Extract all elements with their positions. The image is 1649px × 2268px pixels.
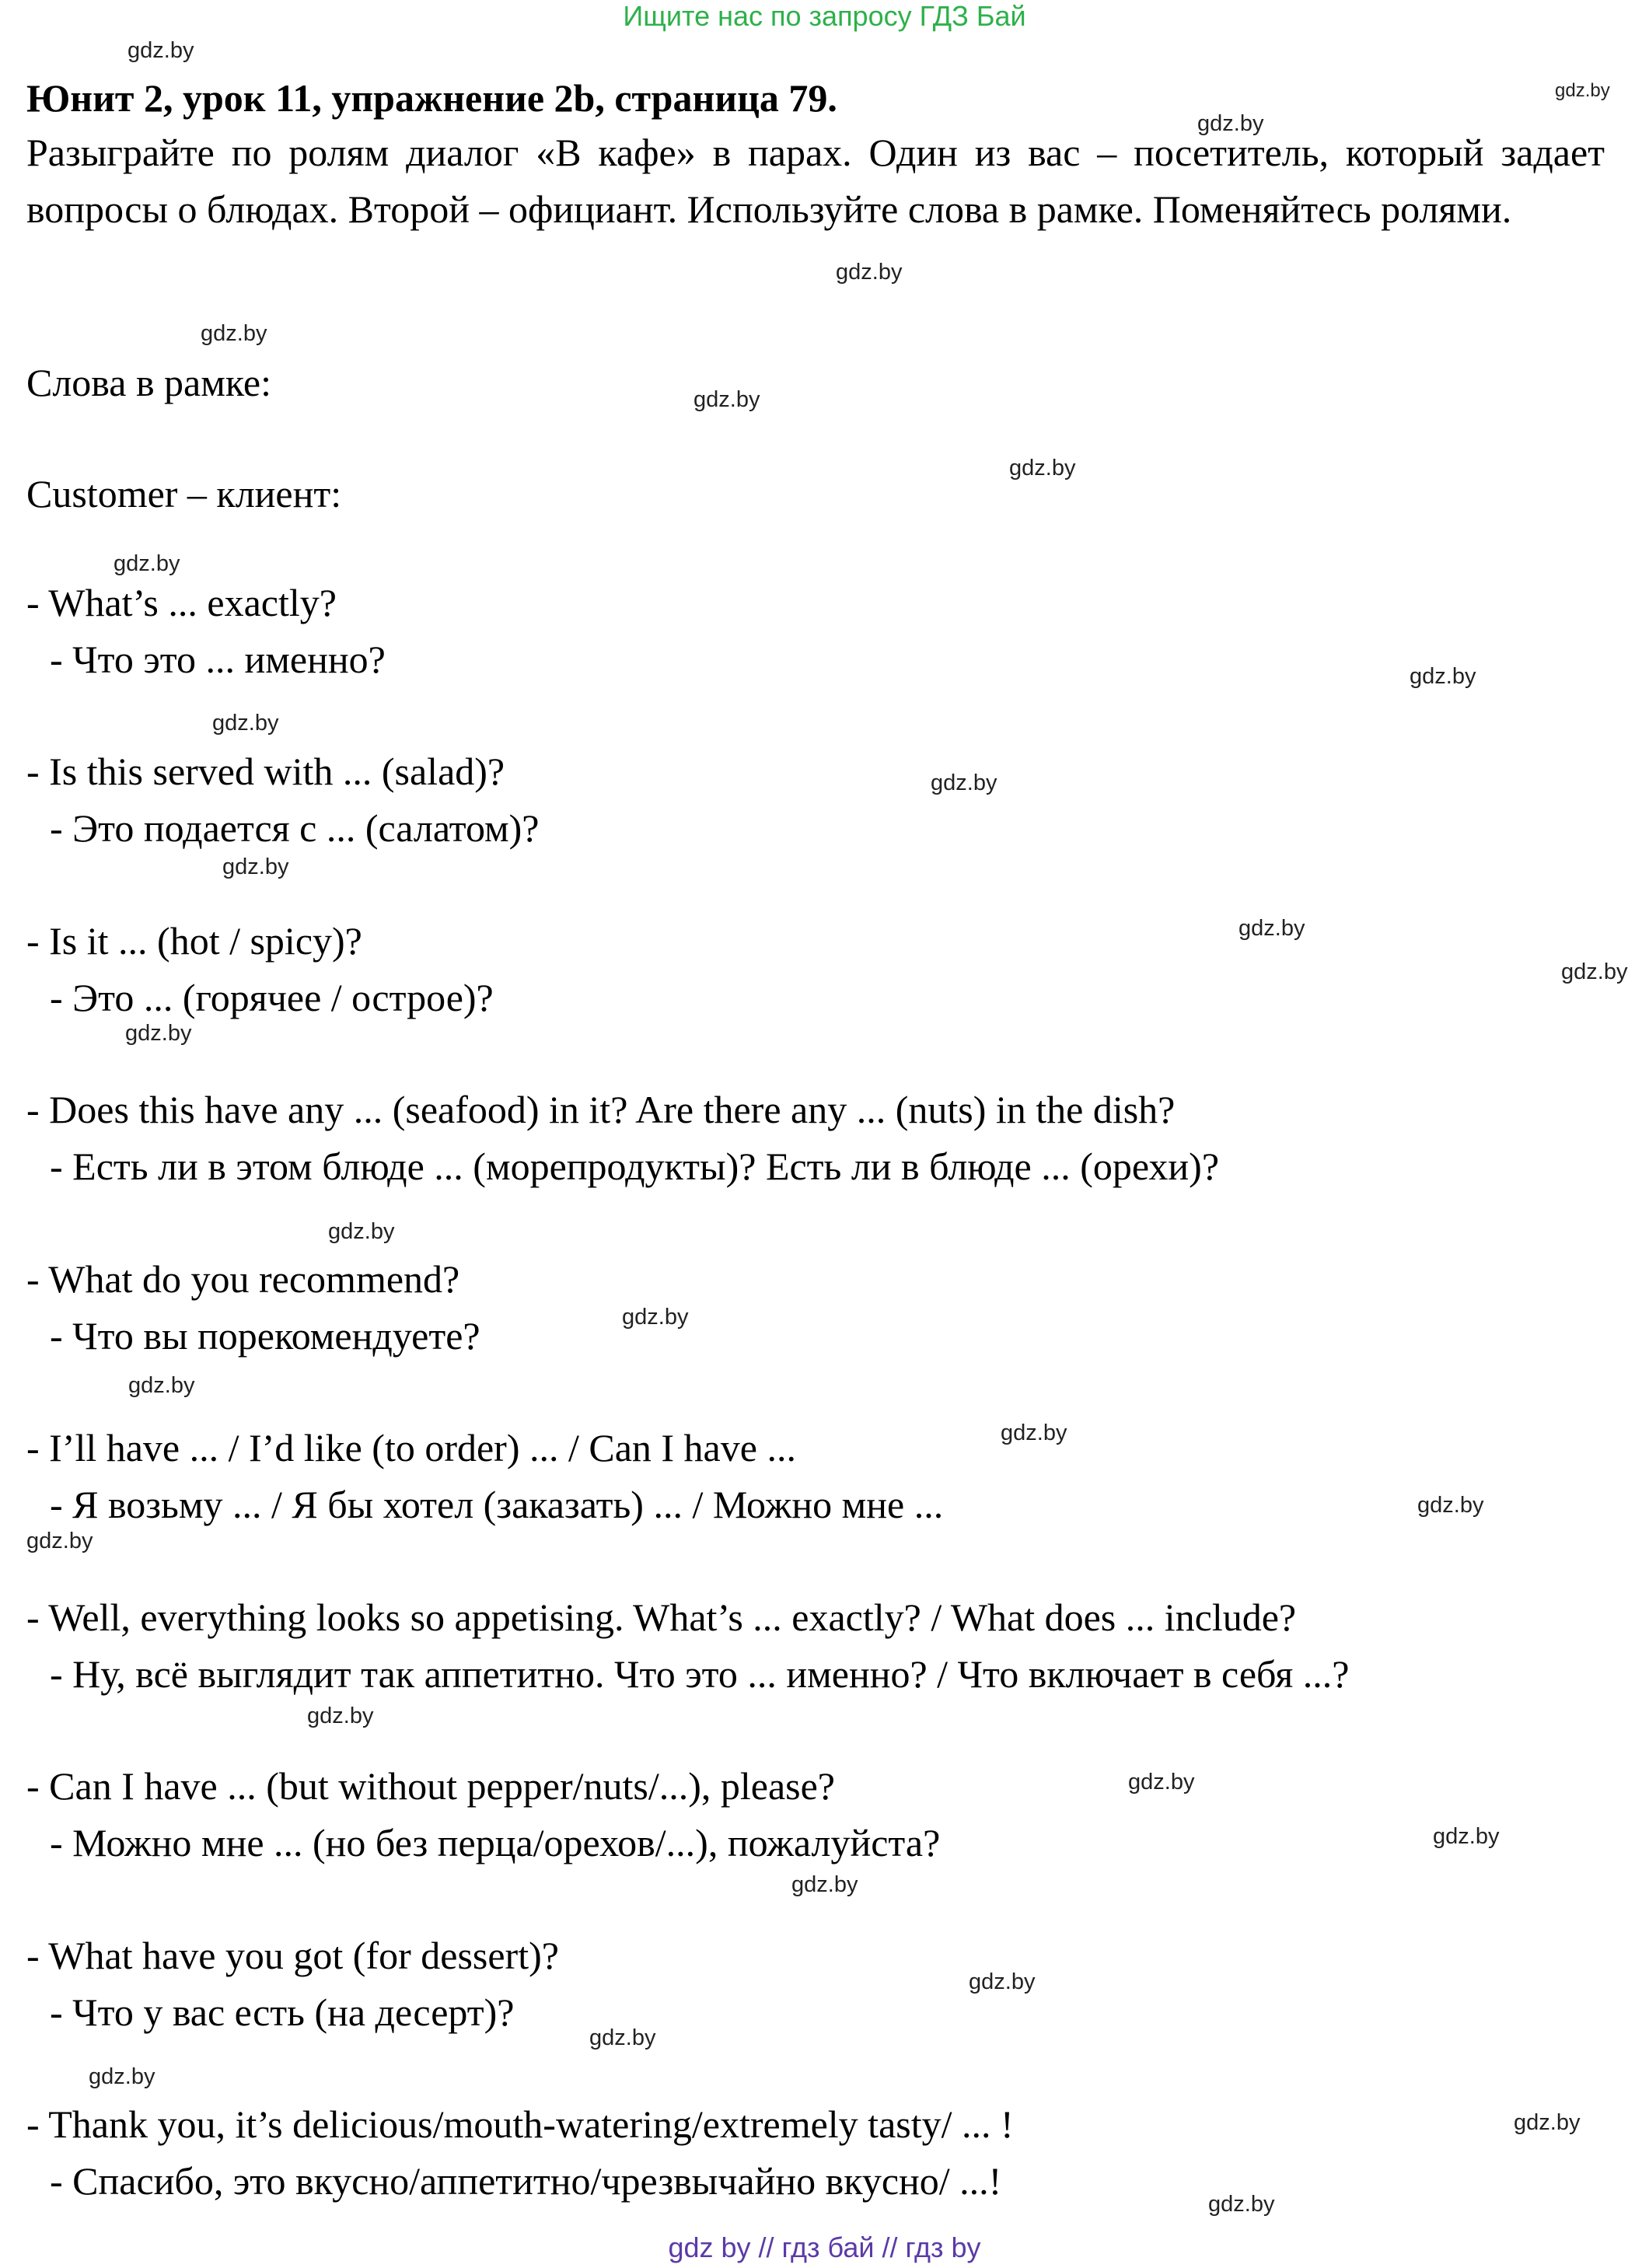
box-label: Слова в рамке:	[26, 361, 272, 404]
watermark: gdz.by	[328, 1219, 395, 1244]
phrase-6-ru: - Я возьму ... / Я бы хотел (заказать) ... / Можно мне ...	[50, 1483, 944, 1526]
exercise-title: Юнит 2, урок 11, упражнение 2b, страница 79.	[26, 76, 837, 120]
watermark: gdz.by	[307, 1704, 374, 1728]
watermark: gdz.by	[969, 1969, 1036, 1994]
watermark: gdz.by	[1128, 1770, 1195, 1794]
phrase-2-en: - Is this served with ... (salad)?	[26, 750, 505, 793]
phrase-8-ru: - Можно мне ... (но без перца/орехов/...), пожалуйста?	[50, 1821, 941, 1864]
phrase-8-en: - Can I have ... (but without pepper/nuts/...), please?	[26, 1764, 835, 1808]
watermark: gdz.by	[128, 38, 194, 63]
watermark: gdz.by	[1197, 111, 1264, 136]
watermark: gdz.by	[1238, 916, 1305, 941]
watermark: gdz.by	[1561, 959, 1628, 984]
phrase-5-ru: - Что вы порекомендуете?	[50, 1314, 480, 1358]
watermark: gdz.by	[1410, 664, 1476, 689]
watermark: gdz.by	[1009, 456, 1076, 481]
phrase-1-ru: - Что это ... именно?	[50, 638, 386, 681]
watermark: gdz.by	[836, 260, 903, 285]
phrase-9-ru: - Что у вас есть (на десерт)?	[50, 1990, 515, 2034]
top-banner-link[interactable]: Ищите нас по запросу ГДЗ Бай	[623, 0, 1026, 32]
watermark: gdz.by	[201, 321, 267, 346]
phrase-7-en: - Well, everything looks so appetising. What’s ... exactly? / What does ... include?	[26, 1595, 1297, 1639]
watermark: gdz.by	[931, 771, 997, 795]
watermark: gdz.by	[128, 1373, 195, 1398]
watermark: gdz.by	[589, 2025, 656, 2050]
watermark: gdz.by	[114, 551, 180, 576]
watermark: gdz.by	[791, 1872, 858, 1897]
phrase-3-en: - Is it ... (hot / spicy)?	[26, 919, 362, 963]
phrase-2-ru: - Это подается с ... (салатом)?	[50, 806, 540, 850]
watermark: gdz.by	[1555, 80, 1610, 101]
phrase-4-en: - Does this have any ... (seafood) in it? Are there any ... (nuts) in the dish?	[26, 1088, 1176, 1131]
exercise-instruction: Разыграйте по ролям диалог «В кафе» в парах. Один из вас – посетитель, который задает вопросы о блюдах. Второй – официант. Используйте слова в рамке. Поменяйтесь ролями.	[26, 131, 1605, 231]
watermark: gdz.by	[622, 1305, 689, 1330]
phrase-3-ru: - Это ... (горячее / острое)?	[50, 976, 494, 1019]
watermark: gdz.by	[1514, 2110, 1581, 2135]
watermark: gdz.by	[1417, 1493, 1484, 1518]
watermark: gdz.by	[1208, 2192, 1275, 2217]
watermark: gdz.by	[125, 1021, 192, 1046]
bottom-banner-link[interactable]: gdz by // гдз бай // гдз by	[668, 2231, 981, 2263]
phrase-7-ru: - Ну, всё выглядит так аппетитно. Что это ... именно? / Что включает в себя ...?	[50, 1652, 1350, 1696]
watermark: gdz.by	[1001, 1421, 1067, 1445]
watermark: gdz.by	[89, 2064, 155, 2089]
watermark: gdz.by	[1433, 1824, 1500, 1849]
watermark: gdz.by	[222, 854, 289, 879]
phrase-6-en: - I’ll have ... / I’d like (to order) ... / Can I have ...	[26, 1426, 796, 1469]
phrase-9-en: - What have you got (for dessert)?	[26, 1934, 559, 1977]
phrase-10-en: - Thank you, it’s delicious/mouth-watering/extremely tasty/ ... !	[26, 2102, 1014, 2146]
phrase-5-en: - What do you recommend?	[26, 1257, 460, 1301]
phrase-4-ru: - Есть ли в этом блюде ... (морепродукты)? Есть ли в блюде ... (орехи)?	[50, 1144, 1220, 1188]
watermark: gdz.by	[26, 1529, 93, 1553]
phrase-1-en: - What’s ... exactly?	[26, 581, 337, 624]
phrase-10-ru: - Спасибо, это вкусно/аппетитно/чрезвычайно вкусно/ ...!	[50, 2159, 1002, 2203]
watermark: gdz.by	[693, 387, 760, 412]
watermark: gdz.by	[212, 711, 279, 736]
role-label: Customer – клиент:	[26, 472, 342, 515]
